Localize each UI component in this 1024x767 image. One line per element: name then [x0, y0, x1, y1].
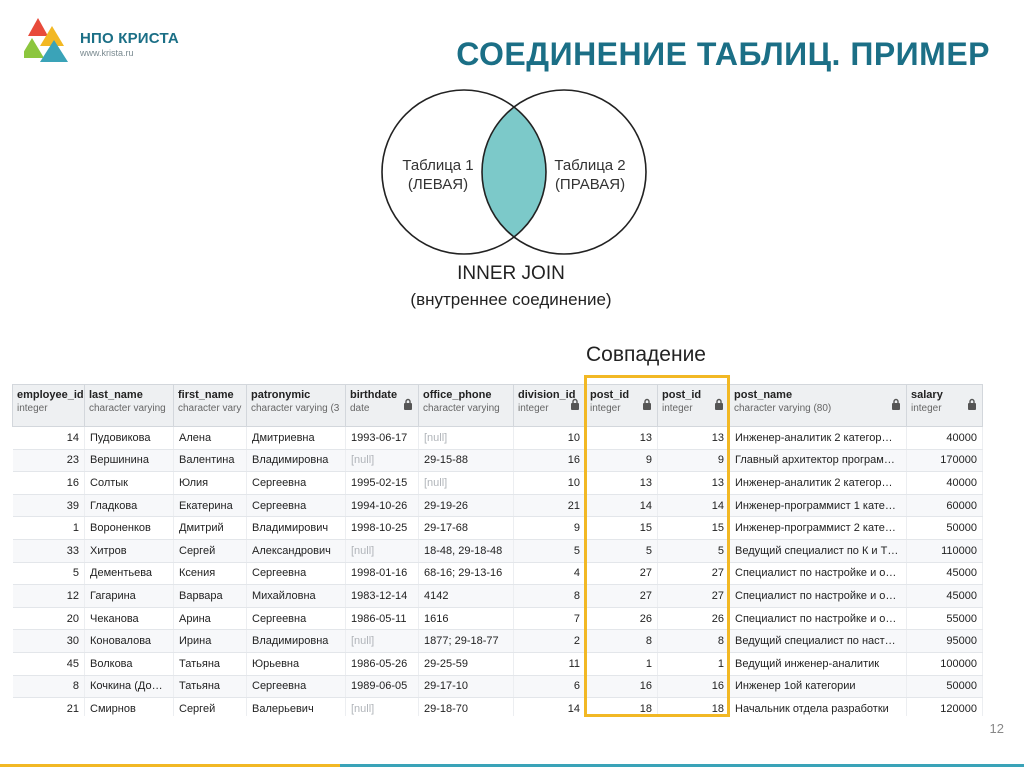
cell-post-name[interactable]: Специалист по настройке и о…	[730, 585, 907, 608]
cell-post-id[interactable]: 5	[658, 539, 730, 562]
cell-office-phone[interactable]: [null]	[419, 472, 514, 495]
column-name: division_id	[518, 389, 576, 401]
cell-post-id[interactable]: 13	[586, 472, 658, 495]
cell-post-id[interactable]: 16	[658, 675, 730, 698]
cell-office-phone[interactable]: 29-15-88	[419, 449, 514, 472]
cell-division-id[interactable]: 14	[514, 698, 586, 716]
column-type: integer	[590, 403, 621, 414]
cell-division-id[interactable]: 10	[514, 427, 586, 450]
cell-employee-id[interactable]: 30	[13, 630, 85, 653]
cell-patronymic[interactable]: Владимирович	[247, 517, 346, 540]
cell-last-name[interactable]: Смирнов	[85, 698, 174, 716]
column-header-birthdate[interactable]	[346, 385, 419, 427]
page-number: 12	[989, 721, 1004, 736]
cell-office-phone[interactable]: 68-16; 29-13-16	[419, 562, 514, 585]
column-type: character varying	[423, 403, 500, 414]
cell-employee-id[interactable]: 45	[13, 652, 85, 675]
cell-first-name[interactable]: Екатерина	[174, 494, 247, 517]
cell-last-name[interactable]: Солтык	[85, 472, 174, 495]
cell-employee-id[interactable]: 14	[13, 427, 85, 450]
cell-post-id[interactable]: 1	[658, 652, 730, 675]
cell-division-id[interactable]: 9	[514, 517, 586, 540]
cell-employee-id[interactable]: 1	[13, 517, 85, 540]
cell-post-id[interactable]: 27	[658, 562, 730, 585]
column-type: integer	[17, 403, 48, 414]
column-type: integer	[911, 403, 942, 414]
cell-post-id[interactable]: 8	[586, 630, 658, 653]
cell-post-id[interactable]: 9	[586, 449, 658, 472]
cell-last-name[interactable]: Хитров	[85, 539, 174, 562]
cell-salary[interactable]: 110000	[907, 539, 983, 562]
lock-icon	[403, 398, 413, 410]
column-header-first-name[interactable]	[174, 385, 247, 427]
table-row[interactable]	[13, 472, 983, 495]
cell-salary[interactable]: 50000	[907, 517, 983, 540]
cell-post-id[interactable]: 26	[586, 607, 658, 630]
cell-employee-id[interactable]: 8	[13, 675, 85, 698]
cell-office-phone[interactable]: 18-48, 29-18-48	[419, 539, 514, 562]
cell-post-name[interactable]: Инженер-аналитик 2 категор…	[730, 472, 907, 495]
cell-post-id[interactable]: 13	[658, 427, 730, 450]
column-name: post_name	[734, 389, 793, 401]
lock-icon	[714, 398, 724, 410]
cell-patronymic[interactable]: Владимировна	[247, 630, 346, 653]
cell-office-phone[interactable]: 1877; 29-18-77	[419, 630, 514, 653]
cell-first-name[interactable]: Алена	[174, 427, 247, 450]
column-name: patronymic	[251, 389, 311, 401]
cell-post-name[interactable]: Инженер-программист 2 кате…	[730, 517, 907, 540]
table-row[interactable]	[13, 585, 983, 608]
result-table	[12, 384, 983, 716]
cell-division-id[interactable]: 10	[514, 472, 586, 495]
cell-office-phone[interactable]: 29-18-70	[419, 698, 514, 716]
cell-last-name[interactable]: Гладкова	[85, 494, 174, 517]
venn-right-label	[540, 156, 640, 194]
cell-division-id[interactable]: 8	[514, 585, 586, 608]
cell-office-phone[interactable]: 29-17-10	[419, 675, 514, 698]
cell-post-id[interactable]: 13	[586, 427, 658, 450]
cell-division-id[interactable]: 6	[514, 675, 586, 698]
cell-last-name[interactable]: Вороненков	[85, 517, 174, 540]
table-body	[13, 427, 983, 717]
column-type: character vary	[178, 403, 242, 414]
cell-first-name[interactable]: Татьяна	[174, 652, 247, 675]
cell-patronymic[interactable]: Михайловна	[247, 585, 346, 608]
cell-patronymic[interactable]: Валерьевич	[247, 698, 346, 716]
column-header-division-id[interactable]	[514, 385, 586, 427]
cell-patronymic[interactable]: Дмитриевна	[247, 427, 346, 450]
cell-last-name[interactable]: Пудовикова	[85, 427, 174, 450]
cell-birthdate[interactable]: 1998-01-16	[346, 562, 419, 585]
cell-salary[interactable]: 100000	[907, 652, 983, 675]
cell-employee-id[interactable]: 23	[13, 449, 85, 472]
venn-right-sub: (ПРАВАЯ)	[554, 176, 626, 193]
cell-post-id[interactable]: 16	[586, 675, 658, 698]
cell-post-id[interactable]: 8	[658, 630, 730, 653]
cell-salary[interactable]: 120000	[907, 698, 983, 716]
cell-first-name[interactable]: Дмитрий	[174, 517, 247, 540]
cell-salary[interactable]: 40000	[907, 427, 983, 450]
column-name: birthdate	[350, 389, 398, 401]
column-type: integer	[662, 403, 693, 414]
table-row[interactable]	[13, 494, 983, 517]
cell-post-id[interactable]: 18	[586, 698, 658, 716]
cell-patronymic[interactable]: Юрьевна	[247, 652, 346, 675]
cell-division-id[interactable]: 2	[514, 630, 586, 653]
cell-post-id[interactable]: 27	[586, 562, 658, 585]
table-row[interactable]	[13, 427, 983, 450]
column-type: character varying (3	[251, 403, 340, 414]
cell-post-name[interactable]: Ведущий специалист по наст…	[730, 630, 907, 653]
cell-patronymic[interactable]: Сергеевна	[247, 472, 346, 495]
cell-first-name[interactable]: Ксения	[174, 562, 247, 585]
venn-left-name: Таблица 1	[402, 157, 474, 174]
cell-post-name[interactable]: Начальник отдела разработки	[730, 698, 907, 716]
cell-employee-id[interactable]: 20	[13, 607, 85, 630]
cell-post-name[interactable]: Ведущий специалист по К и Т…	[730, 539, 907, 562]
column-name: office_phone	[423, 389, 492, 401]
slide-title: СОЕДИНЕНИЕ ТАБЛИЦ. ПРИМЕР	[456, 36, 990, 72]
cell-post-id[interactable]: 14	[658, 494, 730, 517]
cell-first-name[interactable]: Ирина	[174, 630, 247, 653]
company-logo	[24, 16, 184, 64]
column-header-post-name[interactable]	[730, 385, 907, 427]
column-header-employee-id[interactable]	[13, 385, 85, 427]
cell-post-id[interactable]: 1	[586, 652, 658, 675]
column-type: character varying	[89, 403, 166, 414]
cell-employee-id[interactable]: 12	[13, 585, 85, 608]
logo-site-text: www.krista.ru	[80, 48, 134, 58]
table-row[interactable]	[13, 562, 983, 585]
cell-birthdate[interactable]: 1983-12-14	[346, 585, 419, 608]
cell-post-name[interactable]: Ведущий инженер-аналитик	[730, 652, 907, 675]
cell-birthdate[interactable]: [null]	[346, 698, 419, 716]
table-row[interactable]	[13, 652, 983, 675]
result-grid	[12, 384, 984, 716]
cell-salary[interactable]: 60000	[907, 494, 983, 517]
column-type: character varying (80)	[734, 403, 832, 414]
column-name: first_name	[178, 389, 234, 401]
cell-last-name[interactable]: Кочкина (До…	[85, 675, 174, 698]
cell-patronymic[interactable]: Владимировна	[247, 449, 346, 472]
cell-division-id[interactable]: 11	[514, 652, 586, 675]
cell-last-name[interactable]: Дементьева	[85, 562, 174, 585]
table-row[interactable]	[13, 630, 983, 653]
table-row[interactable]	[13, 675, 983, 698]
join-type-title: INNER JOIN	[457, 263, 565, 284]
cell-first-name[interactable]: Татьяна	[174, 675, 247, 698]
cell-salary[interactable]: 45000	[907, 562, 983, 585]
cell-employee-id[interactable]: 39	[13, 494, 85, 517]
table-row[interactable]	[13, 517, 983, 540]
cell-division-id[interactable]: 16	[514, 449, 586, 472]
cell-division-id[interactable]: 4	[514, 562, 586, 585]
cell-post-name[interactable]: Специалист по настройке и о…	[730, 562, 907, 585]
cell-post-id[interactable]: 14	[586, 494, 658, 517]
cell-salary[interactable]: 55000	[907, 607, 983, 630]
cell-patronymic[interactable]: Сергеевна	[247, 675, 346, 698]
column-type: integer	[518, 403, 549, 414]
column-header-post-id[interactable]	[658, 385, 730, 427]
cell-salary[interactable]: 40000	[907, 472, 983, 495]
cell-birthdate[interactable]: [null]	[346, 630, 419, 653]
cell-division-id[interactable]: 5	[514, 539, 586, 562]
cell-post-id[interactable]: 15	[658, 517, 730, 540]
column-header-office-phone[interactable]	[419, 385, 514, 427]
cell-office-phone[interactable]: 1616	[419, 607, 514, 630]
cell-first-name[interactable]: Валентина	[174, 449, 247, 472]
match-label: Совпадение	[586, 343, 706, 366]
cell-last-name[interactable]: Коновалова	[85, 630, 174, 653]
cell-post-name[interactable]: Инженер-аналитик 2 категор…	[730, 427, 907, 450]
cell-post-id[interactable]: 13	[658, 472, 730, 495]
cell-post-id[interactable]: 27	[586, 585, 658, 608]
cell-office-phone[interactable]: 29-17-68	[419, 517, 514, 540]
cell-birthdate[interactable]: [null]	[346, 449, 419, 472]
venn-left-label	[388, 156, 488, 194]
cell-post-name[interactable]: Главный архитектор програм…	[730, 449, 907, 472]
column-name: salary	[911, 389, 943, 401]
table-header-row	[13, 385, 983, 427]
table-row[interactable]	[13, 698, 983, 716]
cell-last-name[interactable]: Вершинина	[85, 449, 174, 472]
cell-division-id[interactable]: 21	[514, 494, 586, 517]
cell-birthdate[interactable]: 1986-05-11	[346, 607, 419, 630]
column-name: last_name	[89, 389, 143, 401]
cell-salary[interactable]: 170000	[907, 449, 983, 472]
table-row[interactable]	[13, 539, 983, 562]
cell-post-id[interactable]: 18	[658, 698, 730, 716]
lock-icon	[570, 398, 580, 410]
cell-post-id[interactable]: 27	[658, 585, 730, 608]
cell-first-name[interactable]: Юлия	[174, 472, 247, 495]
venn-left-sub: (ЛЕВАЯ)	[407, 176, 469, 193]
cell-birthdate[interactable]: 1989-06-05	[346, 675, 419, 698]
cell-employee-id[interactable]: 33	[13, 539, 85, 562]
lock-icon	[891, 398, 901, 410]
cell-patronymic[interactable]: Александрович	[247, 539, 346, 562]
cell-first-name[interactable]: Арина	[174, 607, 247, 630]
cell-last-name[interactable]: Волкова	[85, 652, 174, 675]
table-row[interactable]	[13, 449, 983, 472]
column-name: employee_id	[17, 389, 84, 401]
cell-salary[interactable]: 50000	[907, 675, 983, 698]
cell-first-name[interactable]: Сергей	[174, 539, 247, 562]
cell-patronymic[interactable]: Сергеевна	[247, 607, 346, 630]
cell-employee-id[interactable]: 5	[13, 562, 85, 585]
cell-birthdate[interactable]: 1994-10-26	[346, 494, 419, 517]
cell-office-phone[interactable]: 29-25-59	[419, 652, 514, 675]
cell-office-phone[interactable]: [null]	[419, 427, 514, 450]
cell-office-phone[interactable]: 4142	[419, 585, 514, 608]
cell-post-name[interactable]: Инженер-программист 1 кате…	[730, 494, 907, 517]
column-name: post_id	[662, 389, 702, 401]
cell-birthdate[interactable]: 1995-02-15	[346, 472, 419, 495]
cell-patronymic[interactable]: Сергеевна	[247, 494, 346, 517]
cell-first-name[interactable]: Сергей	[174, 698, 247, 716]
cell-salary[interactable]: 45000	[907, 585, 983, 608]
table-row[interactable]	[13, 607, 983, 630]
logo-triangles-icon	[24, 16, 74, 62]
cell-employee-id[interactable]: 21	[13, 698, 85, 716]
cell-birthdate[interactable]: 1986-05-26	[346, 652, 419, 675]
column-header-salary[interactable]	[907, 385, 983, 427]
cell-birthdate[interactable]: 1993-06-17	[346, 427, 419, 450]
cell-employee-id[interactable]: 16	[13, 472, 85, 495]
cell-office-phone[interactable]: 29-19-26	[419, 494, 514, 517]
cell-division-id[interactable]: 7	[514, 607, 586, 630]
cell-birthdate[interactable]: [null]	[346, 539, 419, 562]
cell-salary[interactable]: 95000	[907, 630, 983, 653]
cell-first-name[interactable]: Варвара	[174, 585, 247, 608]
cell-post-id[interactable]: 9	[658, 449, 730, 472]
cell-post-id[interactable]: 15	[586, 517, 658, 540]
cell-post-name[interactable]: Инженер 1ой категории	[730, 675, 907, 698]
cell-post-id[interactable]: 5	[586, 539, 658, 562]
cell-last-name[interactable]: Гагарина	[85, 585, 174, 608]
cell-post-name[interactable]: Специалист по настройке и о…	[730, 607, 907, 630]
column-header-patronymic[interactable]	[247, 385, 346, 427]
cell-birthdate[interactable]: 1998-10-25	[346, 517, 419, 540]
column-name: post_id	[590, 389, 630, 401]
lock-icon	[642, 398, 652, 410]
column-header-last-name[interactable]	[85, 385, 174, 427]
cell-last-name[interactable]: Чеканова	[85, 607, 174, 630]
logo-brand-text: НПО КРИСТА	[80, 30, 179, 47]
cell-patronymic[interactable]: Сергеевна	[247, 562, 346, 585]
lock-icon	[967, 398, 977, 410]
column-header-post-id[interactable]	[586, 385, 658, 427]
venn-right-name: Таблица 2	[554, 157, 626, 174]
join-type-subtitle: (внутреннее соединение)	[410, 290, 612, 309]
column-type: date	[350, 403, 370, 414]
cell-post-id[interactable]: 26	[658, 607, 730, 630]
